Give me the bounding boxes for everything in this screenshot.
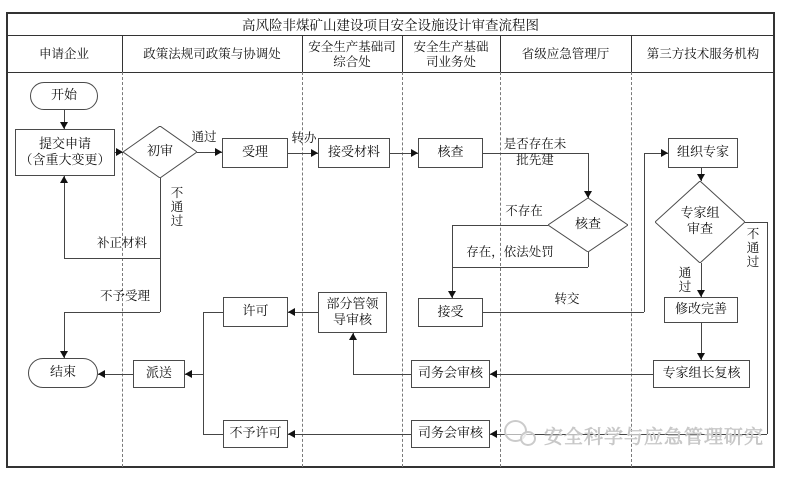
edge-label-transfer: 转办 xyxy=(291,130,317,145)
node-submit-application xyxy=(15,129,115,176)
lane-divider-solid xyxy=(302,35,303,72)
edge-label-fail-2: 不通过 xyxy=(746,226,760,269)
flow-line xyxy=(452,225,453,298)
node-verify-diamond xyxy=(548,198,628,252)
node-start xyxy=(30,82,98,110)
edge-label-supplement: 补正材料 xyxy=(96,235,147,250)
arrowhead-icon xyxy=(311,149,318,157)
flow-line xyxy=(452,267,588,268)
arrowhead-icon xyxy=(490,370,497,378)
arrowhead-icon xyxy=(215,148,222,156)
arrowhead-icon xyxy=(60,176,68,183)
node-no-permit xyxy=(223,420,288,448)
arrowhead-icon xyxy=(661,149,668,157)
lane-header-policy-dept: 政策法规司政策与协调处 xyxy=(143,46,281,61)
lane-header-third-party: 第三方技术服务机构 xyxy=(646,46,760,61)
arrowhead-icon xyxy=(98,370,105,378)
flow-line xyxy=(588,252,589,267)
node-label: 许可 xyxy=(242,304,269,319)
node-permit xyxy=(223,297,288,327)
node-dispatch xyxy=(133,360,185,388)
chat-bubbles-logo-icon xyxy=(504,418,544,452)
node-label: 审查 xyxy=(686,222,713,237)
edge-label-not-exist: 不存在 xyxy=(505,203,543,218)
flow-line xyxy=(644,153,645,312)
node-council-review-2 xyxy=(411,420,490,448)
node-verify-check xyxy=(418,138,483,168)
node-label: 司务会审核 xyxy=(417,426,483,441)
arrowhead-icon xyxy=(185,370,192,378)
edge-label-not-accepted: 不予受理 xyxy=(99,288,150,303)
edge-label-line: 批先建 xyxy=(516,152,554,167)
node-label: 导审核 xyxy=(332,312,372,328)
arrowhead-icon xyxy=(60,122,68,129)
arrowhead-icon xyxy=(490,430,497,438)
lane-divider-dashed xyxy=(631,72,632,467)
node-label: 提交申请 xyxy=(38,136,91,152)
flow-line xyxy=(353,374,411,375)
node-expert-group-review xyxy=(655,181,745,263)
node-initial-review xyxy=(123,126,197,178)
flow-line xyxy=(203,434,223,435)
node-label: 初审 xyxy=(146,144,173,159)
node-label: （含重大变更） xyxy=(19,152,111,168)
node-council-review-1 xyxy=(411,360,490,388)
logo-circle-small xyxy=(520,431,536,446)
lane-header-applicant: 申请企业 xyxy=(38,46,89,61)
arrowhead-icon xyxy=(288,430,295,438)
arrowhead-icon xyxy=(697,290,705,297)
node-label: 派送 xyxy=(145,366,172,381)
node-modify-improve xyxy=(664,297,738,323)
edge-label-exist-question xyxy=(498,136,572,168)
node-label: 修改完善 xyxy=(674,302,727,317)
node-label: 受理 xyxy=(241,145,268,160)
node-label: 专家组 xyxy=(680,206,720,221)
node-dept-leader-review xyxy=(318,292,387,333)
lane-header-foundation-business: 安全生产基础司业务处 xyxy=(413,38,489,69)
chart-title: 高风险非煤矿山建设项目安全设施设计审查流程图 xyxy=(242,17,539,34)
flow-line xyxy=(203,312,223,313)
edge-label-pass-2: 通过 xyxy=(678,265,692,294)
node-accept-case xyxy=(222,138,288,168)
edge-label-exist-punish: 存在，依法处罚 xyxy=(466,244,554,259)
node-expert-leader-recheck xyxy=(653,360,750,388)
lane-header-provincial-emergency: 省级应急管理厅 xyxy=(521,46,610,61)
node-receive-materials xyxy=(318,138,390,168)
flow-line xyxy=(483,312,644,313)
arrowhead-icon xyxy=(697,174,705,181)
node-label: 部分管领 xyxy=(326,296,379,312)
node-label: 开始 xyxy=(50,88,77,103)
flow-line xyxy=(767,222,768,434)
lane-divider-solid xyxy=(402,35,403,72)
flow-line xyxy=(64,176,65,258)
flow-line xyxy=(452,225,548,226)
node-label: 接受 xyxy=(437,304,464,320)
edge-label-forward: 转交 xyxy=(554,291,580,306)
flow-line xyxy=(288,434,411,435)
arrowhead-icon xyxy=(411,149,418,157)
node-label: 专家组长复核 xyxy=(662,366,741,381)
node-label: 不予许可 xyxy=(229,426,282,441)
edge-label-fail: 不通过 xyxy=(170,185,184,228)
arrowhead-icon xyxy=(288,308,295,316)
node-label: 核查 xyxy=(437,145,464,160)
arrowhead-icon xyxy=(349,333,357,340)
watermark-text: 安全科学与应急管理研究 xyxy=(544,425,765,448)
arrowhead-icon xyxy=(584,191,592,198)
flow-line xyxy=(160,178,161,312)
node-label: 组织专家 xyxy=(676,145,729,160)
lane-header-foundation-comprehensive: 安全生产基础司综合处 xyxy=(308,38,396,69)
flow-line xyxy=(64,312,160,313)
node-label: 接受材料 xyxy=(327,145,380,160)
lane-divider-solid xyxy=(500,35,501,72)
lane-divider-solid xyxy=(122,35,123,72)
node-accept-transfer xyxy=(418,298,483,327)
arrowhead-icon xyxy=(60,351,68,358)
node-label: 核查 xyxy=(574,217,601,232)
edge-label-line: 是否存在未 xyxy=(503,136,567,151)
node-label: 结束 xyxy=(49,365,76,380)
watermark xyxy=(504,418,764,452)
node-end xyxy=(28,358,98,388)
arrowhead-icon xyxy=(116,148,123,156)
flow-line xyxy=(203,312,204,434)
node-organize-experts xyxy=(668,138,738,168)
flow-line xyxy=(745,222,767,223)
edge-label-pass: 通过 xyxy=(191,129,217,144)
flow-line xyxy=(64,258,160,259)
lane-divider-dashed xyxy=(500,72,501,467)
node-label: 司务会审核 xyxy=(417,366,483,381)
lane-divider-solid xyxy=(631,35,632,72)
arrowhead-icon xyxy=(697,353,705,360)
flow-line xyxy=(490,374,653,375)
arrowhead-icon xyxy=(448,291,456,298)
lane-divider-dashed xyxy=(402,72,403,467)
